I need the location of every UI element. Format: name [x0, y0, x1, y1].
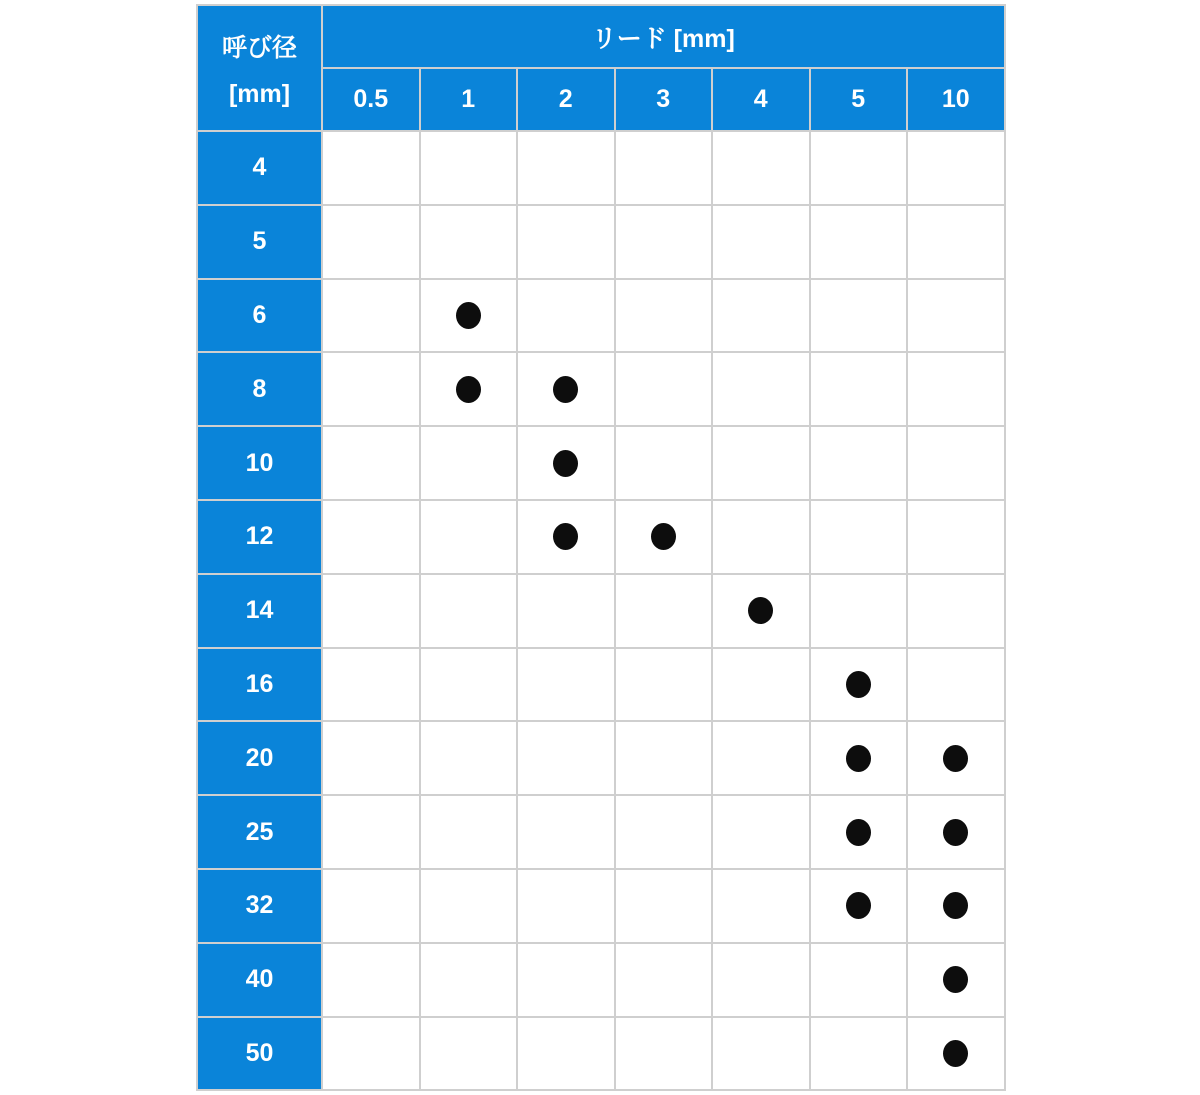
diameter-header-cell: 32 [197, 869, 322, 943]
data-cell [615, 721, 713, 795]
diameter-header-cell: 10 [197, 426, 322, 500]
data-cell [517, 205, 615, 279]
diameter-header-cell: 8 [197, 352, 322, 426]
availability-dot [651, 523, 676, 550]
data-cell [810, 131, 908, 205]
data-cell [907, 943, 1005, 1017]
data-cell [907, 574, 1005, 648]
data-cell [420, 131, 518, 205]
table-row [197, 943, 1005, 1017]
data-cell [712, 574, 810, 648]
data-cell [322, 943, 420, 1017]
table-row [197, 205, 1005, 279]
table-row [197, 648, 1005, 722]
data-cell [907, 426, 1005, 500]
availability-dot [943, 745, 968, 772]
table-row [197, 352, 1005, 426]
data-cell [420, 279, 518, 353]
availability-dot [943, 1040, 968, 1067]
matrix-body [197, 131, 1005, 1090]
data-cell [517, 795, 615, 869]
data-cell [907, 279, 1005, 353]
data-cell [712, 721, 810, 795]
data-cell [517, 352, 615, 426]
data-cell [322, 574, 420, 648]
data-cell [712, 869, 810, 943]
lead-header-cell: 4 [712, 68, 810, 131]
data-cell [907, 795, 1005, 869]
data-cell [810, 1017, 908, 1091]
data-cell [420, 721, 518, 795]
data-cell [420, 426, 518, 500]
data-cell [907, 131, 1005, 205]
data-cell [615, 795, 713, 869]
data-cell [615, 1017, 713, 1091]
availability-table-wrapper [196, 4, 1006, 1091]
data-cell [322, 795, 420, 869]
lead-group-row [197, 5, 1005, 68]
data-cell [615, 426, 713, 500]
data-cell [907, 352, 1005, 426]
data-cell [712, 795, 810, 869]
data-cell [810, 943, 908, 1017]
table-row [197, 869, 1005, 943]
data-cell [907, 869, 1005, 943]
lead-header-cell: 0.5 [322, 68, 420, 131]
data-cell [810, 574, 908, 648]
table-row [197, 721, 1005, 795]
diameter-header-cell: 50 [197, 1017, 322, 1091]
data-cell [322, 279, 420, 353]
data-cell [420, 648, 518, 722]
data-cell [810, 279, 908, 353]
data-cell [517, 574, 615, 648]
data-cell [907, 1017, 1005, 1091]
data-cell [322, 721, 420, 795]
data-cell [712, 279, 810, 353]
data-cell [907, 648, 1005, 722]
table-row [197, 795, 1005, 869]
data-cell [907, 205, 1005, 279]
data-cell [712, 426, 810, 500]
data-cell [322, 1017, 420, 1091]
table-row [197, 279, 1005, 353]
data-cell [712, 1017, 810, 1091]
diameter-header-cell: 40 [197, 943, 322, 1017]
data-cell [420, 1017, 518, 1091]
data-cell [907, 721, 1005, 795]
lead-header-cell: 10 [907, 68, 1005, 131]
data-cell [810, 721, 908, 795]
data-cell [712, 943, 810, 1017]
data-cell [810, 426, 908, 500]
availability-dot [553, 376, 578, 403]
data-cell [322, 352, 420, 426]
data-cell [517, 500, 615, 574]
diameter-header-cell: 5 [197, 205, 322, 279]
availability-dot [943, 966, 968, 993]
table-header [197, 5, 1005, 131]
lead-header-cell: 1 [420, 68, 518, 131]
data-cell [322, 205, 420, 279]
availability-dot [456, 376, 481, 403]
data-cell [615, 131, 713, 205]
data-cell [615, 279, 713, 353]
data-cell [322, 869, 420, 943]
data-cell [615, 205, 713, 279]
data-cell [712, 352, 810, 426]
data-cell [712, 500, 810, 574]
data-cell [322, 500, 420, 574]
data-cell [517, 1017, 615, 1091]
availability-dot [553, 450, 578, 477]
availability-dot [846, 671, 871, 698]
data-cell [322, 648, 420, 722]
data-cell [810, 795, 908, 869]
data-cell [420, 352, 518, 426]
data-cell [810, 500, 908, 574]
data-cell [810, 205, 908, 279]
availability-dot [943, 892, 968, 919]
table-row [197, 426, 1005, 500]
data-cell [322, 426, 420, 500]
data-cell [517, 648, 615, 722]
data-cell [420, 205, 518, 279]
lead-header-cell: 3 [615, 68, 713, 131]
data-cell [517, 426, 615, 500]
data-cell [420, 943, 518, 1017]
diameter-header-cell: 6 [197, 279, 322, 353]
corner-header-content [198, 28, 321, 109]
data-cell [322, 131, 420, 205]
data-cell [810, 352, 908, 426]
data-cell [517, 279, 615, 353]
diameter-header-cell: 4 [197, 131, 322, 205]
data-cell [615, 943, 713, 1017]
availability-dot [846, 892, 871, 919]
data-cell [615, 574, 713, 648]
data-cell [615, 352, 713, 426]
data-cell [420, 574, 518, 648]
data-cell [517, 131, 615, 205]
data-cell [517, 943, 615, 1017]
corner-header-line2: [mm] [228, 79, 291, 108]
table-row [197, 131, 1005, 205]
availability-dot [553, 523, 578, 550]
data-cell [712, 131, 810, 205]
table-row [197, 1017, 1005, 1091]
lead-header-cell: 2 [517, 68, 615, 131]
availability-dot [748, 597, 773, 624]
data-cell [810, 869, 908, 943]
lead-group-header-cell: リード [mm] [322, 5, 1005, 68]
data-cell [712, 205, 810, 279]
data-cell [420, 500, 518, 574]
data-cell [712, 648, 810, 722]
availability-dot [846, 745, 871, 772]
diameter-header-cell: 16 [197, 648, 322, 722]
data-cell [615, 648, 713, 722]
diameter-header-cell: 14 [197, 574, 322, 648]
lead-header-cell: 5 [810, 68, 908, 131]
table-row [197, 574, 1005, 648]
data-cell [615, 500, 713, 574]
data-cell [420, 869, 518, 943]
data-cell [420, 795, 518, 869]
availability-dot [846, 819, 871, 846]
data-cell [517, 869, 615, 943]
table-row [197, 500, 1005, 574]
availability-dot [456, 302, 481, 329]
data-cell [907, 500, 1005, 574]
corner-header-line1: 呼び径 [221, 33, 297, 62]
diameter-header-cell: 25 [197, 795, 322, 869]
availability-dot [943, 819, 968, 846]
data-cell [810, 648, 908, 722]
data-cell [615, 869, 713, 943]
lead-diameter-availability-table [196, 4, 1006, 1091]
diameter-header-cell: 12 [197, 500, 322, 574]
data-cell [517, 721, 615, 795]
diameter-header-cell: 20 [197, 721, 322, 795]
corner-header-cell [197, 5, 322, 131]
